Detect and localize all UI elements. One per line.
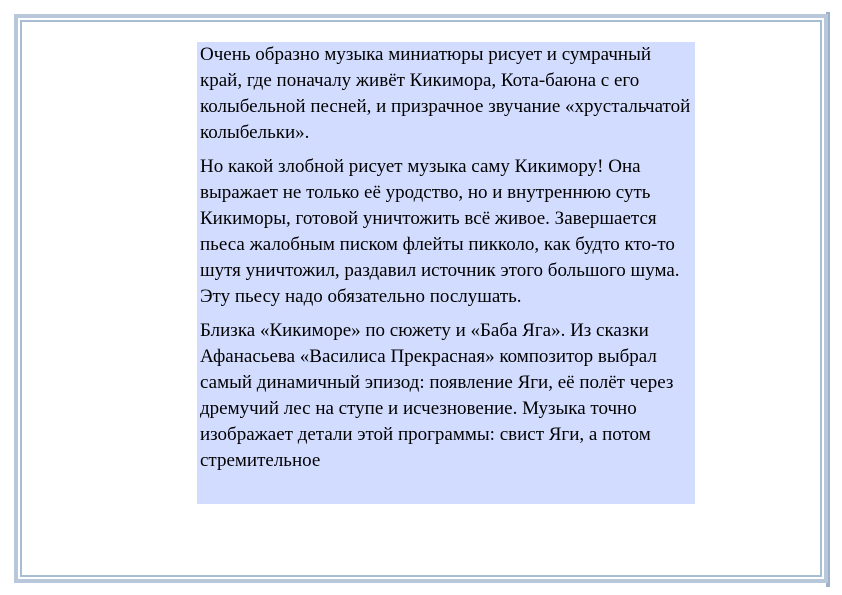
text-box	[197, 42, 695, 504]
paragraph-2: Но какой злобной рисует музыка саму Кикимору! Она выражает не только её уродство, но и внутреннюю суть Кикиморы, готовой уничтожить всё живое. Завершается пьеса жалобным писком флейты пикколо, как будто кто-то шутя уничтожил, раздавил источник этого большого шума. Эту пьесу надо обязательно послушать.	[200, 156, 680, 307]
paragraph-3: Близка «Кикиморе» по сюжету и «Баба Яга». Из сказки Афанасьева «Василиса Прекрасная» композитор выбрал самый динамичный эпизод: появление Яги, её полёт через дремучий лес на ступе и исчезновение. Музыка точно изображает детали этой программы: свист Яги, а потом стремительное	[200, 320, 674, 471]
paragraph-1: Очень образно музыка миниатюры рисует и сумрачный край, где поначалу живёт Кикимора, Кота-баюна с его колыбельной песней, и призрачное звучание «хрустальчатой колыбельки».	[200, 44, 691, 143]
